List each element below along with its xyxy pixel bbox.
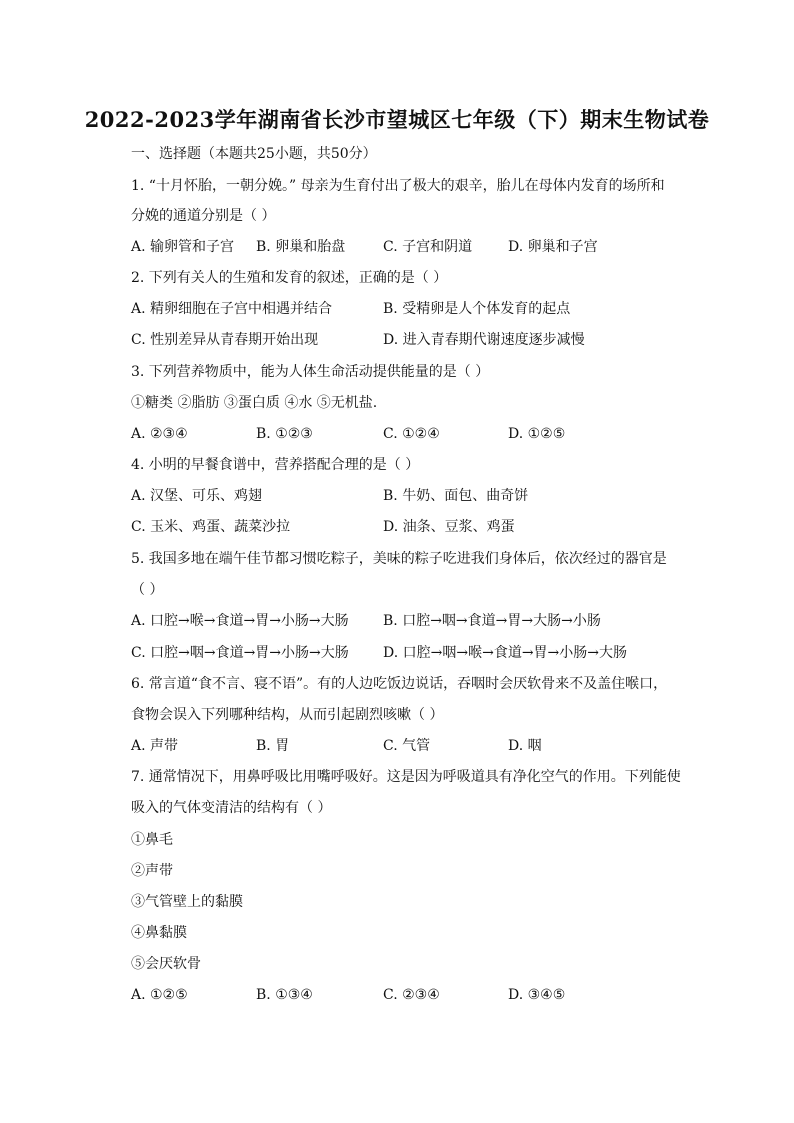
- q4-options-row2: [131, 517, 751, 537]
- q7-options: [131, 985, 751, 1005]
- q7-item-5: ⑤会厌软骨: [131, 956, 201, 972]
- q3-items: ①糖类 ②脂肪 ③蛋白质 ④水 ⑤无机盐.: [131, 395, 378, 411]
- q2-option-b[interactable]: B. 受精卵是人个体发育的起点: [383, 301, 571, 317]
- q1-stem-line1: 1. “十月怀胎，一朝分娩。” 母亲为生育付出了极大的艰辛，胎儿在母体内发育的场所和: [131, 178, 665, 194]
- page-title: 2022-2023学年湖南省长沙市望城区七年级（下）期末生物试卷: [84, 107, 710, 132]
- q5-option-b[interactable]: B. 口腔→咽→食道→胃→大肠→小肠: [383, 613, 601, 629]
- q3-stem: 3. 下列营养物质中，能为人体生命活动提供能量的是（ ）: [131, 364, 490, 380]
- q6-stem-line1: 6. 常言道“食不言、寝不语”。有的人边吃饭边说话，吞咽时会厌软骨来不及盖住喉口，: [131, 676, 668, 692]
- q2-option-c[interactable]: C. 性别差异从青春期开始出现: [131, 332, 319, 348]
- q5-options-row2: [131, 643, 751, 663]
- q1-stem-line2: 分娩的通道分别是（ ）: [131, 208, 276, 224]
- q7-item-3: ③气管壁上的黏膜: [131, 894, 243, 910]
- q3-option-a[interactable]: A. ②③④: [131, 426, 188, 442]
- q7-option-a[interactable]: A. ①②⑤: [131, 987, 188, 1003]
- q2-options-row1: [131, 299, 751, 319]
- section-heading: 一、选择题（本题共25小题，共50分）: [131, 146, 377, 162]
- q2-stem: 2. 下列有关人的生殖和发育的叙述，正确的是（ ）: [131, 270, 448, 286]
- q7-option-b[interactable]: B. ①③④: [256, 987, 313, 1003]
- q6-option-d[interactable]: D. 咽: [508, 738, 542, 754]
- q5-option-d[interactable]: D. 口腔→咽→喉→食道→胃→小肠→大肠: [383, 645, 628, 661]
- q5-stem-line2: （ ）: [131, 582, 164, 598]
- q4-option-a[interactable]: A. 汉堡、可乐、鸡翅: [131, 488, 263, 504]
- q3-option-b[interactable]: B. ①②③: [256, 426, 313, 442]
- q7-option-d[interactable]: D. ③④⑤: [508, 987, 566, 1003]
- q4-option-d[interactable]: D. 油条、豆浆、鸡蛋: [383, 519, 515, 535]
- q7-item-4: ④鼻黏膜: [131, 925, 187, 941]
- q2-option-d[interactable]: D. 进入青春期代谢速度逐步减慢: [383, 332, 585, 348]
- q3-option-d[interactable]: D. ①②⑤: [508, 426, 566, 442]
- q5-option-a[interactable]: A. 口腔→喉→食道→胃→小肠→大肠: [131, 613, 349, 629]
- q1-option-c[interactable]: C. 子宫和阴道: [383, 239, 473, 255]
- q5-stem-line1: 5. 我国多地在端午佳节都习惯吃粽子，美味的粽子吃进我们身体后，依次经过的器官是: [131, 551, 667, 567]
- q4-stem: 4. 小明的早餐食谱中，营养搭配合理的是（ ）: [131, 457, 420, 473]
- q1-option-b[interactable]: B. 卵巢和胎盘: [256, 239, 346, 255]
- q7-item-1: ①鼻毛: [131, 832, 173, 848]
- q1-options: [131, 237, 751, 257]
- q3-option-c[interactable]: C. ①②④: [383, 426, 440, 442]
- q5-option-c[interactable]: C. 口腔→咽→食道→胃→小肠→大肠: [131, 645, 349, 661]
- q4-options-row1: [131, 486, 751, 506]
- q4-option-b[interactable]: B. 牛奶、面包、曲奇饼: [383, 488, 529, 504]
- q2-options-row2: [131, 330, 751, 350]
- q2-option-a[interactable]: A. 精卵细胞在子宫中相遇并结合: [131, 301, 333, 317]
- q4-option-c[interactable]: C. 玉米、鸡蛋、蔬菜沙拉: [131, 519, 291, 535]
- q5-options-row1: [131, 611, 751, 631]
- q1-option-d[interactable]: D. 卵巢和子宫: [508, 239, 598, 255]
- q6-option-c[interactable]: C. 气管: [383, 738, 431, 754]
- q7-stem-line1: 7. 通常情况下，用鼻呼吸比用嘴呼吸好。这是因为呼吸道具有净化空气的作用。下列能使: [131, 769, 681, 785]
- q6-option-a[interactable]: A. 声带: [131, 738, 179, 754]
- q7-option-c[interactable]: C. ②③④: [383, 987, 440, 1003]
- q7-stem-line2: 吸入的气体变清洁的结构有（ ）: [131, 800, 332, 816]
- q3-options: [131, 424, 751, 444]
- q6-options: [131, 736, 751, 756]
- q6-option-b[interactable]: B. 胃: [256, 738, 290, 754]
- q6-stem-line2: 食物会误入下列哪种结构，从而引起剧烈咳嗽（ ）: [131, 707, 444, 723]
- q7-item-2: ②声带: [131, 863, 173, 879]
- q1-option-a[interactable]: A. 输卵管和子宫: [131, 239, 235, 255]
